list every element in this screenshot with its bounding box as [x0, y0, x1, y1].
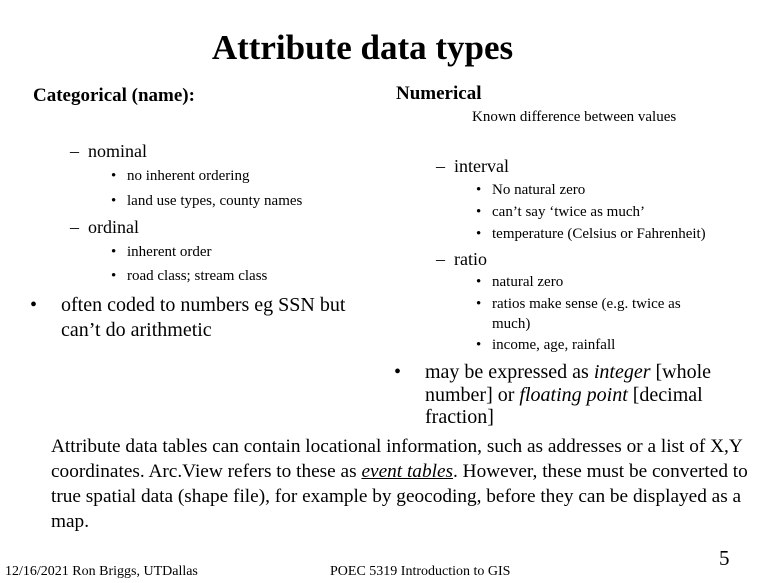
- bullet-marker: •: [111, 244, 117, 260]
- categorical-note-text-1: often coded to numbers eg SSN but: [61, 294, 346, 316]
- event-tables-term: event tables: [361, 461, 454, 482]
- ordinal-bullet-2: [111, 268, 267, 285]
- categorical-note-line-1: [30, 294, 345, 317]
- integer-term: integer: [593, 361, 651, 383]
- nominal-bullet-2: [111, 193, 302, 210]
- ordinal-text-1: inherent order: [127, 244, 212, 260]
- ratio-bullet-1: [476, 274, 563, 291]
- interval-bullet-2: [476, 204, 645, 221]
- categorical-heading: Categorical (name):: [33, 85, 195, 106]
- ratio-bullet-3: [476, 337, 615, 354]
- expressed-line-1: [394, 361, 711, 384]
- ratio-text-2: ratios make sense (e.g. twice as: [492, 296, 681, 312]
- ratio-text-1: natural zero: [492, 274, 564, 290]
- interval-text-2: can’t say ‘twice as much’: [492, 204, 645, 220]
- floating-point-term: floating point: [519, 384, 628, 406]
- slide-title: Attribute data types: [211, 28, 514, 67]
- ordinal-item: [70, 217, 139, 238]
- expressed-text-1a: may be expressed as: [425, 361, 594, 383]
- interval-bullet-3: [476, 226, 706, 243]
- ratio-label: ratio: [454, 249, 487, 269]
- expressed-line-2: [425, 384, 703, 407]
- bullet-marker: •: [476, 274, 482, 290]
- bullet-marker: •: [476, 182, 482, 198]
- interval-text-1: No natural zero: [492, 182, 586, 198]
- ratio-text-2-continued: much): [492, 316, 531, 332]
- footer-course: POEC 5319 Introduction to GIS: [330, 564, 511, 579]
- body-paragraph: [51, 434, 751, 534]
- interval-text-3: temperature (Celsius or Fahrenheit): [492, 226, 706, 242]
- expressed-text-2a: number] or: [425, 384, 520, 406]
- nominal-label: nominal: [88, 141, 147, 161]
- footer-date-author: 12/16/2021 Ron Briggs, UTDallas: [5, 564, 198, 579]
- dash-marker: –: [70, 217, 79, 237]
- ordinal-label: ordinal: [88, 217, 139, 237]
- bullet-marker: •: [476, 204, 482, 220]
- nominal-bullet-1: [111, 168, 249, 185]
- ratio-item: [436, 249, 487, 270]
- interval-item: [436, 156, 509, 177]
- ratio-bullet-2: [476, 296, 681, 313]
- paragraph-text-2: . However, these must be converted to true spatial data (shape file), for example by geocoding, before they can be displayed as a map.: [51, 461, 748, 532]
- bullet-marker: •: [111, 268, 117, 284]
- ordinal-bullet-1: [111, 244, 212, 261]
- bullet-marker: •: [476, 296, 482, 312]
- bullet-marker: •: [476, 337, 482, 353]
- ratio-text-3: income, age, rainfall: [492, 337, 616, 353]
- expressed-line-3: fraction]: [425, 406, 494, 428]
- categorical-note-line-2: can’t do arithmetic: [61, 319, 212, 341]
- interval-label: interval: [454, 156, 509, 176]
- bullet-marker: •: [394, 361, 402, 383]
- nominal-text-2: land use types, county names: [127, 193, 303, 209]
- bullet-marker: •: [476, 226, 482, 242]
- dash-marker: –: [436, 249, 445, 269]
- bullet-marker: •: [30, 294, 38, 316]
- expressed-text-2b: [decimal: [627, 384, 703, 406]
- bullet-marker: •: [111, 168, 117, 184]
- dash-marker: –: [436, 156, 445, 176]
- nominal-text-1: no inherent ordering: [127, 168, 250, 184]
- expressed-text-1b: [whole: [650, 361, 712, 383]
- numerical-subheading: Known difference between values: [472, 109, 677, 125]
- paragraph-text-1: Attribute data tables can contain locational information, such as addresses or a list of X,Y coordinates. Arc.View refers to these as: [51, 436, 743, 482]
- page-number: 5: [719, 546, 730, 570]
- ordinal-text-2: road class; stream class: [127, 268, 268, 284]
- interval-bullet-1: [476, 182, 585, 199]
- numerical-heading: Numerical: [396, 83, 482, 104]
- dash-marker: –: [70, 141, 79, 161]
- nominal-item: [70, 141, 147, 162]
- bullet-marker: •: [111, 193, 117, 209]
